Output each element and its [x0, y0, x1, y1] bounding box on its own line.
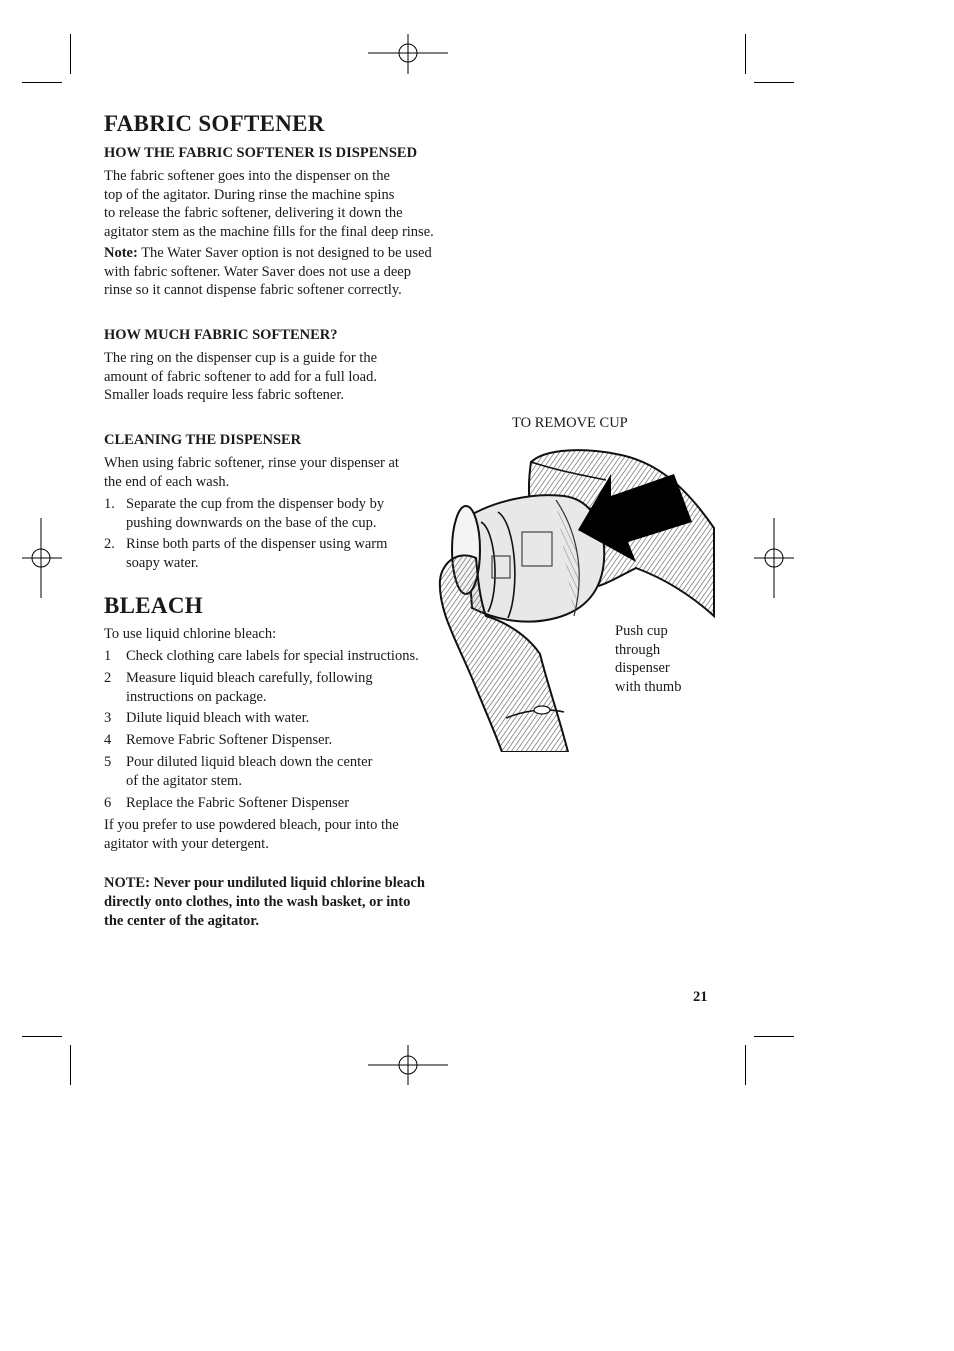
bleach-intro: To use liquid chlorine bleach:: [104, 626, 277, 642]
cleaning-step: 1. Separate the cup from the dispenser body by pushing downwards on the base of the cup.: [104, 496, 385, 531]
registration-mark-bottom: [368, 1045, 448, 1085]
bleach-step: 4 Remove Fabric Softener Dispenser.: [104, 732, 333, 748]
bleach-title: BLEACH: [104, 593, 203, 618]
how-dispensed-text: The fabric softener goes into the dispenser on the top of the agitator. During rinse the machine spins to release the fabric softener, delivering it down the agitator stem as the machine fills for the final deep rinse.: [104, 168, 434, 240]
hand-removing-cup-illustration: [436, 440, 718, 752]
how-much-text: The ring on the dispenser cup is a guide for the amount of fabric softener to add for a full load. Smaller loads require less fabric softener.: [104, 350, 378, 404]
how-dispensed-heading: HOW THE FABRIC SOFTENER IS DISPENSED: [104, 145, 418, 161]
registration-mark-top: [368, 34, 448, 74]
figure-caption-top: TO REMOVE CUP: [512, 415, 628, 431]
bleach-step: 5 Pour diluted liquid bleach down the center of the agitator stem.: [104, 754, 373, 789]
bleach-step: 6 Replace the Fabric Softener Dispenser: [104, 795, 350, 811]
figure-caption-side: Push cup through dispenser with thumb: [615, 623, 682, 695]
bleach-step: 1 Check clothing care labels for special instructions.: [104, 648, 419, 664]
how-much-heading: HOW MUCH FABRIC SOFTENER?: [104, 327, 338, 343]
powdered-bleach-text: If you prefer to use powdered bleach, pour into the agitator with your detergent.: [104, 817, 399, 852]
bleach-step: 2 Measure liquid bleach carefully, following instructions on package.: [104, 670, 373, 705]
cleaning-step: 2. Rinse both parts of the dispenser using warm soapy water.: [104, 536, 388, 571]
water-saver-note: Note: The Water Saver option is not designed to be used with fabric softener. Water Saver does not use a deep rinse so it cannot dispense fabric softener correctly.: [104, 245, 432, 299]
bleach-step: 3 Dilute liquid bleach with water.: [104, 710, 310, 726]
registration-mark-right: [754, 518, 794, 598]
fabric-softener-title: FABRIC SOFTENER: [104, 111, 325, 136]
page-number: 21: [693, 989, 708, 1005]
cleaning-heading: CLEANING THE DISPENSER: [104, 432, 302, 448]
registration-mark-left: [22, 518, 62, 598]
bleach-warning-note: NOTE: Never pour undiluted liquid chlorine bleach directly onto clothes, into the wash basket, or into the center of the agitator.: [104, 875, 425, 929]
cleaning-text: When using fabric softener, rinse your dispenser at the end of each wash.: [104, 455, 399, 490]
